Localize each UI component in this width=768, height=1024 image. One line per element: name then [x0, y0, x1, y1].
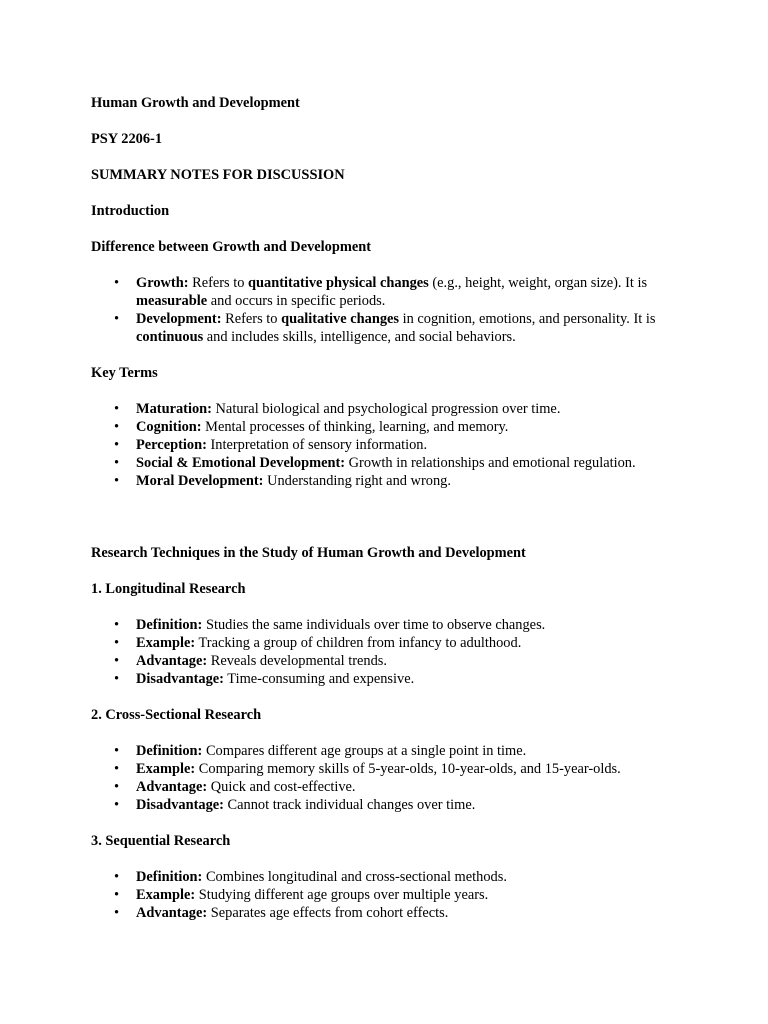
item-text: Refers to [188, 275, 249, 291]
item-term: Social & Emotional Development: [136, 455, 346, 471]
diff-list [91, 274, 681, 346]
list-item [136, 616, 681, 634]
item-term: Example: [136, 887, 196, 903]
item-text: Growth in relationships and emotional regulation. [345, 455, 636, 471]
item-text: Refers to [221, 311, 282, 327]
list-item [136, 886, 681, 904]
list-item [136, 634, 681, 652]
item-text: Time-consuming and expensive. [223, 671, 415, 687]
list-item [136, 418, 681, 436]
item-term: Perception: [136, 437, 207, 453]
item-text: in cognition, emotions, and personality. It is [399, 311, 656, 327]
list-item [136, 760, 681, 778]
item-text: Reveals developmental trends. [207, 653, 387, 669]
key-terms-list [91, 400, 681, 490]
list-item [136, 796, 681, 814]
list-item [136, 904, 681, 922]
item-emphasis: quantitative physical changes [248, 275, 429, 291]
item-emphasis: qualitative changes [281, 311, 400, 327]
item-term: Example: [136, 761, 196, 777]
document-title: Human Growth and Development [91, 95, 300, 111]
list-item [136, 472, 681, 490]
item-term: Advantage: [136, 905, 208, 921]
item-text: Cannot track individual changes over time. [223, 797, 476, 813]
section-heading: 3. Sequential Research [91, 833, 231, 849]
item-emphasis: continuous [136, 329, 204, 345]
item-text: Tracking a group of children from infancy to adulthood. [195, 635, 522, 651]
item-text: Comparing memory skills of 5-year-olds, 10-year-olds, and 15-year-olds. [195, 761, 621, 777]
section-heading: 1. Longitudinal Research [91, 581, 246, 597]
list-item [136, 778, 681, 796]
list-item [136, 310, 681, 346]
list-item [136, 454, 681, 472]
document-body [91, 94, 681, 922]
item-text: Studies the same individuals over time to observe changes. [202, 617, 546, 633]
item-text: Separates age effects from cohort effects. [207, 905, 449, 921]
item-term: Development: [136, 311, 222, 327]
item-term: Definition: [136, 869, 203, 885]
diff-heading: Difference between Growth and Development [91, 239, 372, 255]
item-term: Definition: [136, 743, 203, 759]
course-code: PSY 2206-1 [91, 131, 163, 147]
item-term: Disadvantage: [136, 671, 224, 687]
item-term: Maturation: [136, 401, 212, 417]
item-emphasis: measurable [136, 293, 208, 309]
item-term: Disadvantage: [136, 797, 224, 813]
item-text: and includes skills, intelligence, and social behaviors. [203, 329, 516, 345]
list-item [136, 670, 681, 688]
item-text: Understanding right and wrong. [263, 473, 451, 489]
list-item [136, 436, 681, 454]
item-text: Quick and cost-effective. [207, 779, 356, 795]
item-term: Growth: [136, 275, 189, 291]
item-text: Natural biological and psychological progression over time. [211, 401, 561, 417]
document-subtitle: SUMMARY NOTES FOR DISCUSSION [91, 167, 345, 183]
list-item [136, 652, 681, 670]
section-list [91, 868, 681, 922]
list-item [136, 274, 681, 310]
section-list [91, 616, 681, 688]
key-terms-heading: Key Terms [91, 365, 158, 381]
item-text: Combines longitudinal and cross-sectional methods. [202, 869, 507, 885]
item-term: Advantage: [136, 779, 208, 795]
intro-heading: Introduction [91, 203, 170, 219]
item-text: (e.g., height, weight, organ size). It is [428, 275, 648, 291]
research-heading: Research Techniques in the Study of Human Growth and Development [91, 545, 526, 561]
list-item [136, 742, 681, 760]
item-term: Example: [136, 635, 196, 651]
section-heading: 2. Cross-Sectional Research [91, 707, 262, 723]
section-list [91, 742, 681, 814]
item-text: Interpretation of sensory information. [206, 437, 428, 453]
item-text: and occurs in specific periods. [207, 293, 386, 309]
item-term: Advantage: [136, 653, 208, 669]
list-item [136, 400, 681, 418]
item-text: Studying different age groups over multiple years. [195, 887, 489, 903]
item-term: Definition: [136, 617, 203, 633]
item-term: Moral Development: [136, 473, 264, 489]
list-item [136, 868, 681, 886]
item-term: Cognition: [136, 419, 202, 435]
item-text: Mental processes of thinking, learning, and memory. [201, 419, 509, 435]
item-text: Compares different age groups at a single point in time. [202, 743, 527, 759]
